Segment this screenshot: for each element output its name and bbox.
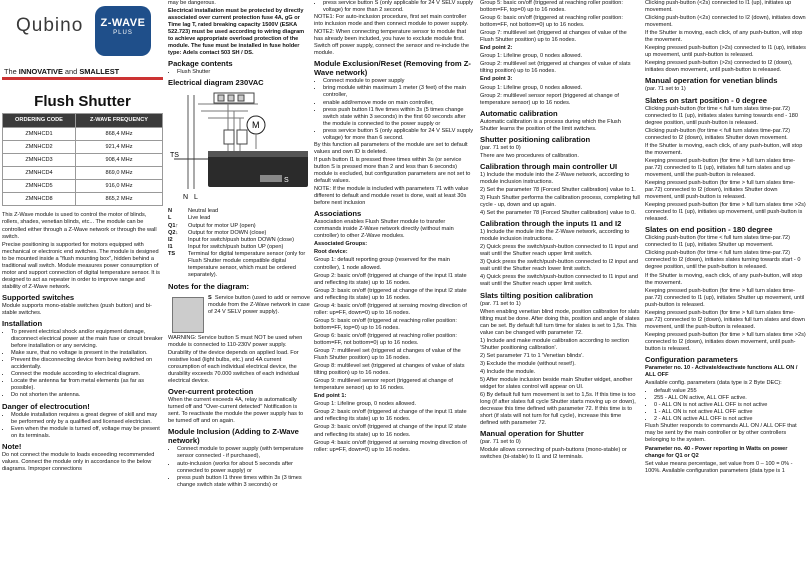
heading-slats-0: Slates on start position - 0 degree	[645, 95, 767, 105]
service-text: Service button (used to add or remove module from the Z-Wave network in case of 24 V SELV power supply).	[208, 294, 310, 315]
inclusion-step: • press service button S (only applicable for 24 V SELV supply voltage) for more than 2 second.	[323, 0, 474, 14]
table-cell: ZMNHCD5	[3, 180, 76, 193]
list-item: Clicking push-button (<2s) connected to I2 (down), initiates down movement.	[645, 15, 806, 29]
heading-slats-calibration: Slats tilting position calibration	[480, 290, 594, 300]
installation-list	[2, 329, 163, 399]
column-1	[2, 0, 163, 474]
heading-supported-switches: Supported switches	[2, 292, 75, 302]
list-item: Clicking push-button (for time < full turn slates time-par.72) connected to I1 (up), initiates slates turning towards end - 180 degree position, until push-button is released.	[645, 105, 798, 126]
list-item: Group 2: basic on/off (triggered at change of the input I1 state and reflecting its state) up to 16 nodes.	[314, 272, 467, 286]
overcurrent-text: When the current exceeds 4A, relay is automatically turned off and "Over-current detected" Notification is sent. To reactivate the module the power supply has to be turned off and on again.	[168, 397, 304, 425]
list-item: 3) Exclude the module (without reset!).	[480, 360, 576, 367]
note1: NOTE1: For auto-inclusion procedure, first set main controller into inclusion mode and then connect module to power supply.	[314, 14, 469, 28]
list-item: Group 7: multilevel set (triggered at changes of value of the Flush Shutter position) up to 16 nodes.	[314, 348, 461, 362]
heading-diagram: Electrical diagram 230VAC	[168, 78, 264, 88]
list-item: • Connect module to power supply (with temperature sensor connected - if purchased),	[177, 446, 310, 460]
button-illustration	[168, 295, 208, 335]
list-item: • 255 - ALL ON active, ALL OFF active.	[654, 395, 806, 402]
plus-logo-text: PLUS	[113, 30, 133, 37]
qubino-logo: Qubino	[16, 15, 84, 36]
list-item: 1) Include the module into the Z-Wave network, according to module inclusion instructions.	[480, 229, 630, 243]
legend-key: Q1↑	[168, 222, 179, 229]
table-cell: 921,4 MHz	[75, 141, 162, 154]
list-item: Keeping pressed push-button (for time > full turn slates time >2s) connected to I1 (up), initiates up movement, until push-button is released.	[645, 202, 806, 223]
list-item: 3) Flush Shutter performs the calibration process, completing full cycle - up, down and up again.	[480, 194, 640, 209]
legend-key: I2	[168, 236, 173, 243]
table-cell: 916,0 MHz	[75, 180, 162, 193]
list-item: Clicking push-button (for time < full turn slates time-par.72) connected to I2 (down), initiates Shutter down movement.	[645, 127, 791, 141]
heading-venetian: Manual operation for venetian blinds	[645, 76, 778, 86]
heading-package: Package contents	[168, 59, 233, 69]
list-item: Keeping pressed push-button (>2s) connected to I2 (down), initiates down movement, until push-button is released.	[645, 60, 793, 74]
column-4	[480, 0, 640, 462]
inclusion-list	[168, 446, 310, 488]
endpoint-1-label: End point 1:	[314, 393, 347, 400]
list-item: Keeping pressed push-button (for time > full turn slates time-par.72) connected to I2 (down), initiates Shutter down movement, until push-button is released.	[645, 179, 796, 201]
list-item: • press service button S (only applicable for 24 V SELV supply voltage) for more than 6 second.	[323, 128, 474, 142]
list-item: If the Shutter is moving, each click, of any push-button, will stop the movement.	[645, 30, 803, 44]
table-cell: 908,4 MHz	[75, 154, 162, 167]
list-item: • Prevent the disconnecting device from being switched on accidentally.	[11, 357, 163, 371]
list-item: 2) Set the parameter 78 (Forced Shutter calibration) value to 1.	[480, 186, 636, 193]
exclusion-list	[314, 78, 474, 141]
zwave-logo-text: Z-WAVE	[100, 17, 146, 29]
list-item: If the Shutter is moving, each click, of any push-button, will stop the movement.	[645, 142, 803, 156]
table-cell: 868,4 MHz	[75, 128, 162, 141]
ts-label: TS	[170, 152, 179, 160]
list-item: 4) Quick press the switch/push-button connected to I1 input and wait until the Shutter reach upper limit switch.	[480, 274, 638, 288]
list-item: • press push button I1 three times within 3s (3 times change switch state within 3 seconds) or	[177, 475, 310, 489]
list-item: • Do not shorten the antenna.	[11, 392, 163, 399]
list-item: Clicking push-button (for time < full turn slates time-par.72) connected to I2 (down), initiates slates turning towards start - 0 degree position, until the push-button is released.	[645, 250, 801, 271]
brand-header	[2, 0, 163, 60]
legend-key: TS	[168, 250, 176, 257]
legend-text: Input for switch/push button DOWN (close)	[188, 236, 295, 243]
column-3	[314, 0, 474, 455]
inputs-calibration-steps	[480, 229, 640, 288]
list-item: Keeping pressed push-button (for time > full turn slates time >2s) connected to I2 (down), initiates down movement, until push-button is released.	[645, 331, 806, 352]
note2: NOTE2: When connecting temperature sensor to module that has already been included, you have to exclude module first. Switch off power supply, connect the sensor and re-include the module.	[314, 29, 469, 57]
table-header: Z-WAVE FREQUENCY	[75, 114, 162, 128]
list-item: 2) Set parameter 71 to 1 'Venetian blinds'.	[480, 352, 584, 359]
root-groups	[314, 257, 474, 392]
heading-exclusion: Module Exclusion/Reset (Removing from Z-Wave network)	[314, 59, 471, 78]
ui-calibration-steps	[480, 172, 640, 217]
legend-row	[168, 244, 310, 251]
list-item: Group 6: basic on/off (triggered at reaching roller position: bottom=FF, not bottom=0) up to 16 nodes.	[314, 332, 457, 346]
heading-shutter-calibration: Shutter positioning calibration	[480, 134, 591, 144]
service-key: S	[208, 294, 212, 301]
list-item: • default value 255	[654, 388, 806, 395]
heading-auto-calibration: Automatic calibration	[480, 108, 558, 118]
list-item: Group 5: basic on/off (triggered at reaching roller position: bottom=FF, top=0) up to 16 nodes.	[480, 0, 623, 14]
list-item: Clicking push-button (<2s) connected to I1 (up), initiates up movement.	[645, 0, 792, 14]
manual-operation-sub: (par. 71 set to 0)	[480, 439, 521, 446]
durability-text: Durability of the device depends on applied load. For resistive load (light bulbs, etc.) and 4A current consumption of each individual electrical device, the durability exceeds 70.000 switches of each individual electrical device.	[168, 349, 300, 385]
list-item: • Locate the antenna far from metal elements (as far as possible).	[11, 378, 163, 392]
page-title: Flush Shutter	[34, 93, 131, 111]
package-list	[168, 69, 310, 76]
table-row	[3, 154, 163, 167]
parameter-40-text: Set value means percentage, set value from 0 – 100 = 0% - 100%. Available configuration parameters (data type is 1	[645, 460, 793, 474]
list-item: 3) Quick press the switch/push-button connected to I2 input and wait until the Shutter reach lower limit switch.	[480, 259, 638, 273]
fuse-warning: Electrical installation must be protected by directly associated over current protection fuse 4A, gG or Time lag T, rated breaking capacity 1500V (ESKA 522.723) must be used according to wiring diagram to achieve appropriate overload protection of the module. The fuse must be installed in fuse holder type: Adels contact 503 SH / DS.	[168, 8, 305, 57]
slats-180-steps	[645, 235, 806, 353]
list-item: • 1 - ALL ON is not active ALL OFF active	[654, 409, 806, 416]
heading-inputs-calibration: Calibration through the inputs I1 and I2	[480, 219, 622, 229]
parameter-10-after: Flush Shutter responds to commands ALL ON / ALL OFF that may be sent by the main controller or by other controllers belonging to the system.	[645, 423, 797, 444]
list-item: 2) Quick press the switch/push-button connected to I1 input and wait until the Shutter reach upper limit switch.	[480, 244, 638, 258]
electrical-diagram	[168, 89, 310, 204]
list-item: Keeping pressed push-button (for time > full turn slates time-par.72) connected to I1 (up), initiates full turn slates and up movement, until the push-button is released.	[645, 157, 796, 178]
list-item: Group 5: basic on/off (triggered at reaching roller position: bottom=FF, top=0) up to 16 nodes.	[314, 317, 457, 331]
list-item: Group 3: basic on/off (triggered at change of the input I2 state and reflecting its state) up to 16 nodes.	[314, 424, 467, 438]
list-item: Group 1: Lifeline group, 0 nodes allowed.	[314, 401, 416, 408]
list-item: 1) Include and make module calibration according to section 'Shutter positioning calibration'.	[480, 337, 629, 351]
list-item: 4) Set the parameter 78 (Forced Shutter calibration) value to 0.	[480, 210, 636, 217]
heading-inclusion: Module Inclusion (Adding to Z-Wave network)	[168, 427, 299, 446]
table-cell: ZMNHCD2	[3, 141, 76, 154]
intro-text: This Z-Wave module is used to control the motor of blinds, rollers, shades, venetian blinds, etc... The module can be controlled either through a Z-Wave network or through the wall switch.	[2, 212, 157, 240]
n-label: N	[183, 194, 189, 202]
parameter-10-text: Available config. parameters (data type is 2 Byte DEC):	[645, 380, 782, 387]
legend-text: Neutral lead	[188, 208, 219, 215]
list-item: Keeping pressed push-button (>2s) connected to I1 (up), initiates up movement, until push-button is released.	[645, 45, 806, 59]
heading-notes: Notes for the diagram:	[168, 281, 250, 291]
switches-text: Module supports mono-stable switches (push button) and bi-stable switches.	[2, 302, 152, 316]
slats-calibration-sub: (par. 71 set to 1)	[480, 300, 521, 307]
list-item: • 0 - ALL ON is not active ALL OFF is not active	[654, 402, 806, 409]
endpoint-3-groups	[480, 85, 640, 107]
table-row	[3, 167, 163, 180]
heading-overcurrent: Over-current protection	[168, 387, 254, 397]
list-item: Group 2: basic on/off (triggered at change of the input I1 state and reflecting its state) up to 16 nodes.	[314, 409, 467, 423]
exclusion-text: If push button I1 is pressed three times within 3s (or service button S is pressed more than 2 and less than 6 seconds) module is excluded, but configuration parameters are not set to default values.	[314, 156, 471, 185]
endpoint-2-groups	[480, 53, 640, 75]
slats-0-steps	[645, 106, 806, 224]
list-item: • Flush Shutter	[177, 69, 310, 76]
heading-ui-calibration: Calibration through main controller UI	[480, 161, 618, 171]
legend-row	[168, 208, 310, 215]
heading-slats-180: Slates on end position - 180 degree	[645, 225, 773, 235]
table-cell: ZMNHCD1	[3, 128, 76, 141]
column-2	[168, 0, 310, 489]
zwave-plus-logo	[95, 6, 151, 56]
list-item: • enable add/remove mode on main controller,	[323, 100, 474, 107]
table-cell: 869,0 MHz	[75, 167, 162, 180]
list-item: • To prevent electrical shock and/or equipment damage, disconnect electrical power at the main fuse or circuit breaker before installation or any servicing.	[11, 329, 163, 350]
legend-row	[168, 251, 310, 279]
note-text: Do not connect the module to loads exceeding recommended values. Connect the module only in accordance to the below diagrams. Improper connections	[2, 451, 155, 472]
list-item: Group 2: multilevel set (triggered at changes of value of slats tilting position) up to 16 nodes.	[480, 61, 631, 75]
endpoint-3-label: End point 3:	[480, 76, 513, 83]
legend-text: Live lead	[188, 215, 211, 222]
ordering-table	[2, 113, 163, 206]
list-item: Clicking push-button (for time < full turn slates time-par.72) connected to I1 (up), initiates Shutter up movement.	[645, 235, 791, 249]
list-item: Group 1: default reporting group (reserved for the main controller), 1 node allowed.	[314, 257, 450, 271]
manual-shutter-steps	[645, 0, 806, 74]
endpoint-1-groups-cont	[480, 0, 640, 44]
danger-list	[2, 412, 163, 440]
list-item: Group 7: multilevel set (triggered at changes of value of the Flush Shutter position) up to 16 nodes.	[480, 30, 627, 44]
legend-text: Input for switch/push button UP (open)	[188, 243, 284, 250]
list-item: Group 2: multilevel sensor report (triggered at change of temperature sensor) up to 16 nodes.	[480, 92, 619, 106]
service-note	[168, 295, 310, 335]
table-header: ORDERING CODE	[3, 114, 76, 128]
legend-row	[168, 215, 310, 222]
list-item: • bring module within maximum 1 meter (3 feet) of the main controller,	[323, 85, 474, 99]
tagline: The INNOVATIVE and SMALLEST	[4, 67, 120, 76]
list-item: If the Shutter is moving, each click, of any push-button, will stop the movement.	[645, 272, 803, 286]
legend-row	[168, 237, 310, 244]
list-item: • Even when the module is turned off, voltage may be present on its terminals.	[11, 426, 163, 440]
table-row	[3, 128, 163, 141]
header-divider	[2, 77, 163, 80]
exclusion-note: NOTE: If the module is included with parameters 71 with value different to default and module reset is done, wait at least 30s before next inclusion	[314, 186, 469, 207]
parameter-10-heading: Parameter no. 10 - Activate/deactivate functions ALL ON / ALL OFF	[645, 365, 798, 379]
list-item: • Connect the module according to electrical diagram.	[11, 371, 163, 378]
table-cell: ZMNHCD4	[3, 167, 76, 180]
list-item: 5) After module inclusion beside main Shutter widget, another widget for slates control will appear on UI.	[480, 376, 633, 391]
list-item: • Module installation requires a great degree of skill and may be performed only by a qualified and licensed electrician.	[11, 412, 163, 426]
list-item: Group 3: basic on/off (triggered at change of the input I2 state and reflecting its state) up to 16 nodes.	[314, 287, 467, 301]
exclusion-text: By this function all parameters of the module are set to default values and own ID is deleted.	[314, 141, 468, 155]
parameter-40-heading: Parameter no. 40 - Power reporting in Watts on power change for Q1 or Q2	[645, 445, 788, 459]
list-item: • 2 - ALL ON active ALL OFF is not active	[654, 416, 806, 423]
slats-calibration-text: When enabling venetian blind mode, position calibration for slats tilting must be done. After doing this, position and angle of slates can be set. By default full turn time for slates is set to 1,5s. This value can be changed with parameter 72.	[480, 308, 640, 336]
heading-manual-operation: Manual operation for Shutter	[480, 429, 584, 439]
list-item: 1) Include the module into the Z-Wave network, according to module inclusion instructions.	[480, 171, 630, 185]
table-row	[3, 180, 163, 193]
s-label: S	[284, 177, 289, 185]
auto-calibration-text: Automatic calibration is a process during which the Flush Shutter learns the position of the limit switches.	[480, 118, 621, 132]
parameter-10-values	[645, 388, 806, 423]
slats-calibration-steps	[480, 338, 640, 428]
column-5	[645, 0, 806, 476]
list-item: Group 9: multilevel sensor report (triggered at change of temperature sensor) up to 16 nodes.	[314, 378, 453, 392]
list-item: • Connect module to power supply	[323, 78, 474, 85]
service-warning: WARNING: Service button S must NOT be used when module is connected to 110-230V power supply.	[168, 334, 303, 348]
manual-operation-text: Module allows connecting of push-buttons (mono-stable) or switches (bi-stable) to I1 and I2 terminals.	[480, 447, 627, 461]
endpoint-2-label: End point 2:	[480, 45, 513, 52]
legend-key: N	[168, 208, 173, 215]
root-device-label: Root device:	[314, 249, 348, 256]
list-item: 6) By default full turn movement is set to 1,5s. If this time is too long (if after slates full cycle Shutter starts moving up or down), decrease this time defined with parameter 72. If this time is to short (if slats will not turn for full cycle), increase this time defined with parameter 72.	[480, 392, 636, 427]
legend-key: Q2↓	[168, 229, 179, 236]
list-item: • press push button I1 five times within 3s (5 times change switch state within 3 seconds) in the first 60 seconds after the module is connected to the power supply or	[323, 107, 474, 128]
associations-text: Association enables Flush Shutter module to transfer commands inside Z-Wave network directly (without main controller) to other Z-Wave modules.	[314, 219, 454, 240]
list-item: Group 6: basic on/off (triggered at reaching roller position: bottom=FF, not bottom=0) up to 16 nodes.	[480, 15, 623, 29]
list-item: • Make sure, that no voltage is present in the installation.	[11, 350, 163, 357]
table-cell: ZMNHCD8	[3, 193, 76, 206]
heading-config: Configuration parameters	[645, 355, 738, 365]
legend-text: Terminal for digital temperature sensor (only for Flush Shutter module compatible digital temperature sensor, which must be ordered separately).	[188, 250, 306, 278]
shutter-calibration-text: There are two procedures of calibration.	[480, 152, 579, 159]
associated-groups-label: Associated Groups:	[314, 241, 368, 248]
list-item: Group 8: multilevel set (triggered at changes of value of slats tilting position) up to 16 nodes.	[314, 363, 465, 377]
legend-row	[168, 230, 310, 237]
list-item: Keeping pressed push-button (for time > full turn slates time-par.72) connected to I2 (down), initiates full turn slates and down movement, until the push-button is released.	[645, 309, 805, 330]
legend-key: I1	[168, 243, 173, 250]
venetian-sub: (par. 71 set to 1)	[645, 86, 686, 93]
description-text: Precise positioning is supported for motors equipped with mechanical or electronic end switches. The module is designed to be mounted inside a "flush mounting box", hidden behind a traditional wall switch. Module measures power consumption of motor and support connection of digital temperature sensor. It is designed to act as repeater in order to improve range and stability of Z-Wave network.	[2, 241, 160, 290]
list-item: 4) Include the module.	[480, 368, 536, 375]
heading-installation: Installation	[2, 319, 43, 329]
l-label: L	[194, 194, 198, 202]
legend-text: Output for motor DOWN (close)	[188, 229, 267, 236]
motor-label: M	[252, 120, 260, 131]
table-cell: 865,2 MHz	[75, 193, 162, 206]
diagram-legend	[168, 208, 310, 278]
list-item: Group 1: Lifeline group, 0 nodes allowed.	[480, 84, 582, 91]
endpoint-1-groups	[314, 401, 474, 453]
heading-danger: Danger of electrocution!	[2, 401, 90, 411]
list-item: Group 1: Lifeline group, 0 nodes allowed.	[480, 53, 582, 60]
list-item: Keeping pressed push-button (for time > full turn slates time-par.72) connected to I1 (up), initiates Shutter up movement, until push-button is released.	[645, 287, 805, 308]
table-row	[3, 141, 163, 154]
legend-text: Output for motor UP (open)	[188, 222, 256, 229]
heading-note: Note!	[2, 441, 22, 451]
table-cell: ZMNHCD3	[3, 154, 76, 167]
list-item: • auto-inclusion (works for about 5 seconds after connected to power supply) or	[177, 461, 310, 475]
legend-row	[168, 223, 310, 230]
table-row	[3, 193, 163, 206]
list-item: Group 4: basic on/off (triggered at sensing moving direction of roller: up=FF, down=0) up to 16 nodes.	[314, 302, 467, 316]
continued-text: may be dangerous.	[168, 0, 216, 6]
list-item: Group 4: basic on/off (triggered at sensing moving direction of roller: up=FF, down=0) up to 16 nodes.	[314, 439, 467, 453]
heading-associations: Associations	[314, 209, 362, 219]
legend-key: L	[168, 215, 172, 222]
shutter-calibration-sub: (par. 71 set to 0)	[480, 144, 521, 151]
